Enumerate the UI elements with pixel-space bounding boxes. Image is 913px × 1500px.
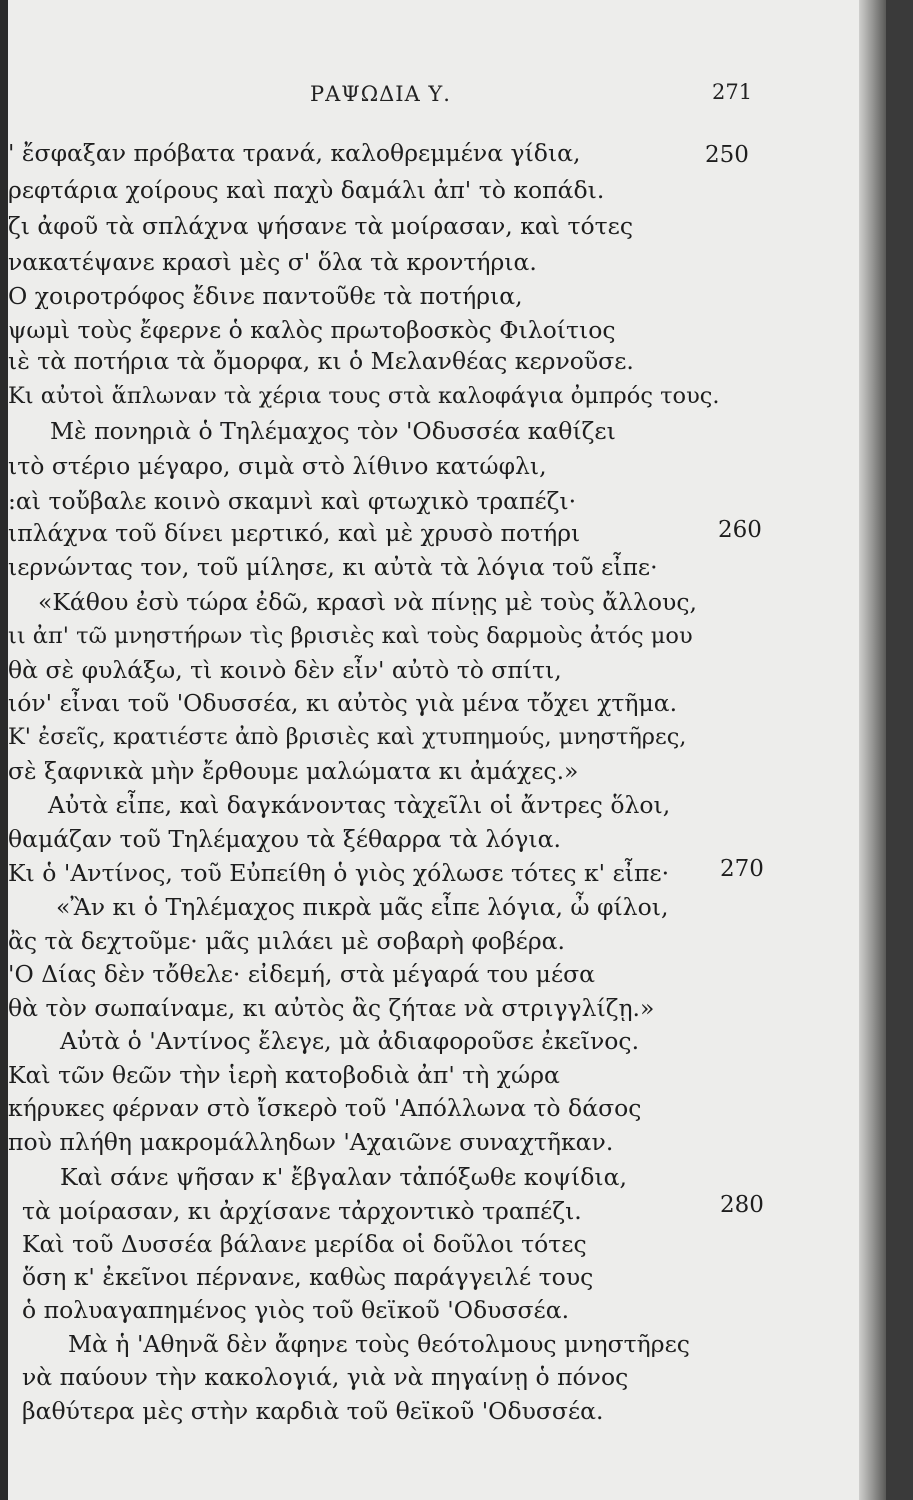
line-number: 250 xyxy=(705,142,749,168)
page-right-shadow xyxy=(859,0,886,1500)
running-head: ΡΑΨΩΔΙΑ Υ. xyxy=(310,82,451,106)
verse-line: θὰ σὲ φυλάξω, τὶ κοινὸ δὲν εἶν' αὐτὸ τὸ σπίτι, xyxy=(8,656,562,684)
verse-line: κήρυκες φέρναν στὸ ἴσκερὸ τοῦ 'Απόλλωνα τὸ δάσος xyxy=(8,1094,642,1122)
verse-line: Καὶ σάνε ψῆσαν κ' ἔβγαλαν τἀπόξωθε κοψίδια, xyxy=(60,1163,627,1191)
verse-line: ψωμὶ τοὺς ἔφερνε ὁ καλὸς πρωτοβοσκὸς Φιλοίτιος xyxy=(8,316,616,344)
verse-line: Αὐτὰ ὁ 'Αντίνος ἔλεγε, μὰ ἀδιαφοροῦσε ἐκεῖνος. xyxy=(60,1027,640,1055)
verse-line: Ο χοιροτρόφος ἔδινε παντοῦθε τὰ ποτήρια, xyxy=(8,282,523,310)
verse-line: ιερνώντας τον, τοῦ μίλησε, κι αὐτὰ τὰ λόγια τοῦ εἶπε· xyxy=(8,553,658,581)
verse-line: ὁ πολυαγαπημένος γιὸς τοῦ θεϊκοῦ 'Οδυσσέα. xyxy=(22,1296,570,1324)
verse-line: ιὲ τὰ ποτήρια τὰ ὄμορφα, κι ὁ Μελανθέας κερνοῦσε. xyxy=(8,347,634,375)
book-page xyxy=(8,0,886,1500)
verse-line: ρεφτάρια χοίρους καὶ παχὺ δαμάλι ἀπ' τὸ κοπάδι. xyxy=(8,176,605,204)
verse-line: θαμάζαν τοῦ Τηλέμαχου τὰ ξέθαρρα τὰ λόγια. xyxy=(8,825,561,853)
line-number: 280 xyxy=(720,1192,764,1218)
verse-line: ιόν' εἶναι τοῦ 'Οδυσσέα, κι αὐτὸς γιὰ μένα τὄχει χτῆμα. xyxy=(8,689,678,717)
verse-line: ιπλάχνα τοῦ δίνει μερτικό, καὶ μὲ χρυσὸ ποτήρι xyxy=(8,519,581,547)
verse-line: νὰ παύουν τὴν κακολογιά, γιὰ νὰ πηγαίνῃ ὁ πόνος xyxy=(22,1363,629,1391)
verse-line: Μὰ ἡ 'Αθηνᾶ δὲν ἄφηνε τοὺς θεότολμους μνηστῆρες xyxy=(68,1330,690,1358)
verse-line: :αὶ τοὔβαλε κοινὸ σκαμνὶ καὶ φτωχικὸ τραπέζι· xyxy=(8,487,577,515)
page-left-edge xyxy=(0,0,8,1500)
verse-line: ζι ἀφοῦ τὰ σπλάχνα ψήσανε τὰ μοίρασαν, καὶ τότες xyxy=(8,212,633,240)
verse-line: Καὶ τοῦ Δυσσέα βάλανε μερίδα οἱ δοῦλοι τότες xyxy=(22,1230,587,1258)
verse-line: Καὶ τῶν θεῶν τὴν ἱερὴ κατοβοδιὰ ἀπ' τὴ χώρα xyxy=(8,1061,560,1089)
verse-line: θὰ τὸν σωπαίναμε, κι αὐτὸς ἂς ζήταε νὰ στριγγλίζῃ.» xyxy=(8,994,655,1022)
verse-line: «Κάθου ἐσὺ τώρα ἐδῶ, κρασὶ νὰ πίνῃς μὲ τοὺς ἄλλους, xyxy=(38,588,697,616)
verse-line: σὲ ξαφνικὰ μὴν ἔρθουμε μαλώματα κι ἀμάχες.» xyxy=(8,757,579,785)
verse-line: «Ἂν κι ὁ Τηλέμαχος πικρὰ μᾶς εἶπε λόγια, ὦ φίλοι, xyxy=(56,893,669,921)
line-number: 270 xyxy=(720,856,764,882)
verse-line: ὅση κ' ἐκεῖνοι πέρνανε, καθὼς παράγγειλέ τους xyxy=(22,1263,594,1291)
verse-line: ιι ἀπ' τῶ μνηστήρων τὶς βρισιὲς καὶ τοὺς δαρμοὺς ἀτός μου xyxy=(8,623,693,649)
verse-line: ποὺ πλήθη μακρομάλληδων 'Αχαιῶνε συναχτῆκαν. xyxy=(8,1128,614,1156)
verse-line: Μὲ πονηριὰ ὁ Τηλέμαχος τὸν 'Οδυσσέα καθίζει xyxy=(50,417,616,445)
verse-line: Κ' ἐσεῖς, κρατιέστε ἀπὸ βρισιὲς καὶ χτυπημούς, μνηστῆρες, xyxy=(8,724,687,750)
verse-line: ιτὸ στέριο μέγαρο, σιμὰ στὸ λίθινο κατώφλι, xyxy=(8,452,547,480)
verse-line: Κι ὁ 'Αντίνος, τοῦ Εὐπείθη ὁ γιὸς χόλωσε τότες κ' εἶπε· xyxy=(8,859,670,887)
verse-line: Κι αὐτοὶ ἅπλωναν τὰ χέρια τους στὰ καλοφάγια ὀμπρός τους. xyxy=(8,383,720,409)
verse-line: ' ἔσφαξαν πρόβατα τρανά, καλοθρεμμένα γίδια, xyxy=(8,139,581,167)
verse-line: νακατέψανε κρασὶ μὲς σ' ὅλα τὰ κροντήρια. xyxy=(8,248,537,276)
verse-line: Αὐτὰ εἶπε, καὶ δαγκάνοντας τὰχεῖλι οἱ ἄντρες ὅλοι, xyxy=(48,791,671,819)
page-number: 271 xyxy=(712,80,753,104)
verse-line: 'Ο Δίας δὲν τὄθελε· εἰδεμή, στὰ μέγαρά του μέσα xyxy=(8,960,596,988)
verse-line: τὰ μοίρασαν, κι ἀρχίσανε τἀρχοντικὸ τραπέζι. xyxy=(22,1197,582,1225)
verse-line: ἂς τὰ δεχτοῦμε· μᾶς μιλάει μὲ σοβαρὴ φοβέρα. xyxy=(8,927,565,955)
verse-line: βαθύτερα μὲς στὴν καρδιὰ τοῦ θεϊκοῦ 'Οδυσσέα. xyxy=(22,1397,604,1425)
line-number: 260 xyxy=(718,517,762,543)
